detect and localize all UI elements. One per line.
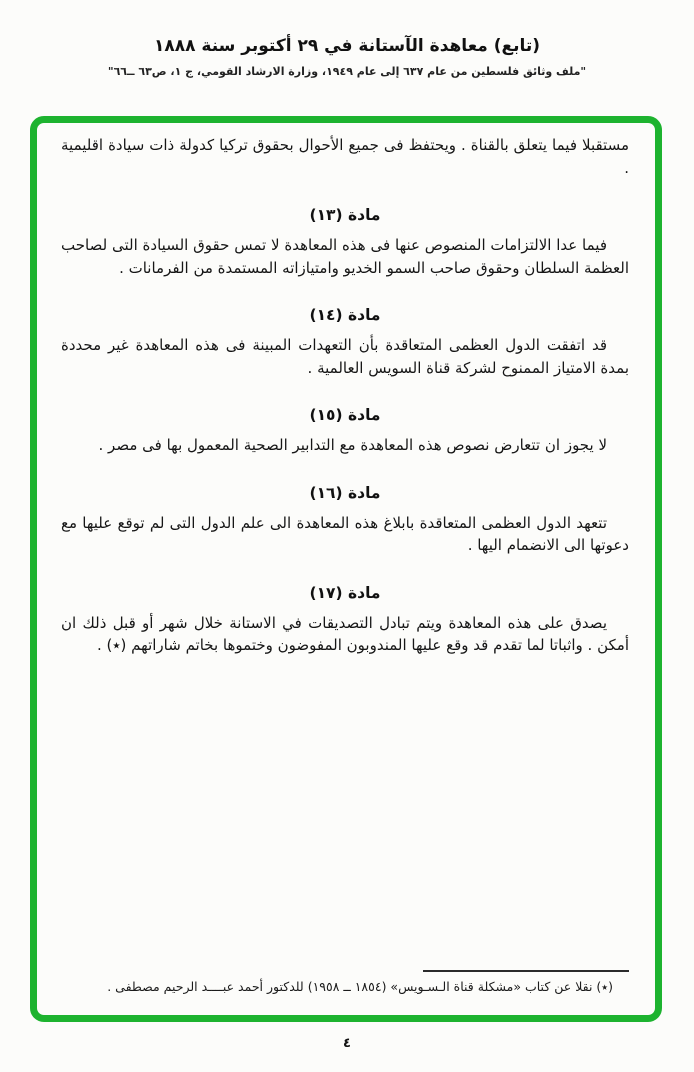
footnote-divider [423,970,629,972]
article-16-text: تتعهد الدول العظمى المتعاقدة بابلاغ هذه المعاهدة الى علم الدول التى لم توقع عليها مع دعوتها الى الانضمام اليها . [61,513,629,554]
article-16-heading: مادة (١٦) [309,483,381,502]
article-13-text: فيما عدا الالتزامات المنصوص عنها فى هذه المعاهدة لا تمس حقوق السيادة التى لصاحب العظمة السلطان وحقوق صاحب السمو الخديو وامتيازاته المستمدة من الفرمانات . [61,236,629,277]
article-14-heading: مادة (١٤) [309,306,381,324]
article-17-text: يصدق على هذه المعاهدة ويتم تبادل التصديقات في الاستانة خلال شهر أو قبل ذلك ان أمكن . واثباتا لما تقدم قد وقع عليها المندوبون المفوضون وختموها بخاتم شاراتهم (٭) . [61,613,629,654]
article-13-heading: مادة (١٣) [309,206,381,224]
document-header [0,36,694,78]
article-14-text: قد اتفقت الدول العظمى المتعاقدة بأن التعهدات المبينة فى هذه المعاهدة غير محددة بمدة الامتياز الممنوح لشركة قناة السويس العالمية . [61,336,629,377]
page-title: (تابع) معاهدة الآستانة في ٢٩ أكتوبر سنة ١٨٨٨ [153,36,541,56]
article-17-heading: مادة (١٧) [309,583,381,602]
green-highlight-box [30,116,662,1022]
footnote-text: (٭) نقلا عن كتاب «مشكلة قناة الـسـويس» (١٨٥٤ ــ ١٩٥٨) للدكتور أحمد عبــــد الرحيم مصطفى . [107,979,613,994]
source-citation: "ملف وثائق فلسطين من عام ٦٣٧ إلى عام ١٩٤٩، وزارة الارشاد القومي، ج ١، ص٦٣ ــ٦٦" [107,65,587,78]
page-number: ٤ [343,1036,351,1051]
footnote-block [61,970,629,997]
article-15-text: لا يجوز ان تتعارض نصوص هذه المعاهدة مع التدابير الصحية المعمول بها فى مصر . [98,436,607,454]
article-15-heading: مادة (١٥) [309,406,381,424]
treaty-continuation-paragraph: مستقبلا فيما يتعلق بالقناة . ويحتفظ فى جميع الأحوال بحقوق تركيا كدولة ذات سيادة اقليمية . [61,136,629,177]
